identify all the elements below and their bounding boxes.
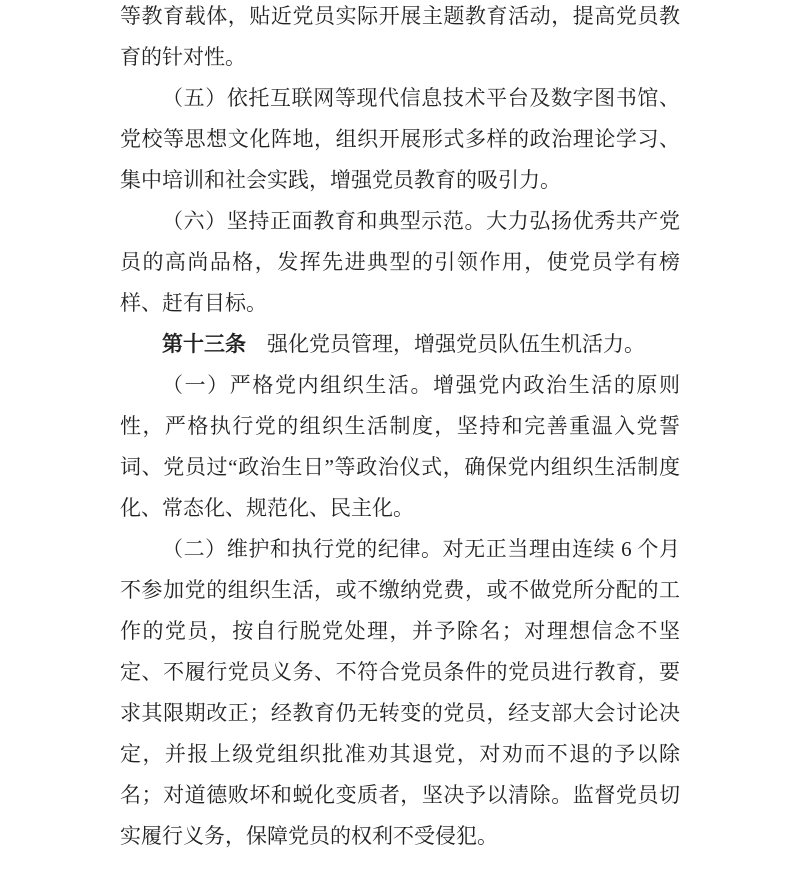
paragraph-article-13	[120, 324, 680, 365]
paragraph-item-6: （六）坚持正面教育和典型示范。大力弘扬优秀共产党员的高尚品格，发挥先进典型的引领作用，使党员学有榜样、赶有目标。	[120, 209, 680, 315]
paragraph-continuation: 等教育载体，贴近党员实际开展主题教育活动，提高党员教育的针对性。	[120, 4, 680, 69]
article-text: 强化党员管理，增强党员队伍生机活力。	[246, 332, 645, 356]
paragraph-item-5: （五）依托互联网等现代信息技术平台及数字图书馆、党校等思想文化阵地，组织开展形式多样的政治理论学习、集中培训和社会实践，增强党员教育的吸引力。	[120, 86, 680, 192]
paragraph-item-2: （二）维护和执行党的纪律。对无正当理由连续 6 个月不参加党的组织生活，或不缴纳党费，或不做党所分配的工作的党员，按自行脱党处理，并予除名；对理想信念不坚定、不履行党员义务、不符合党员条件的党员进行教育，要求其限期改正；经教育仍无转变的党员，经支部大会讨论决定，并报上级党组织批准劝其退党，对劝而不退的予以除名；对道德败坏和蜕化变质者，坚决予以清除。监督党员切实履行义务，保障党员的权利不受侵犯。	[120, 537, 680, 848]
paragraph-item-1: （一）严格党内组织生活。增强党内政治生活的原则性，严格执行党的组织生活制度，坚持和完善重温入党誓词、党员过“政治生日”等政治仪式，确保党内组织生活制度化、常态化、规范化、民主化。	[120, 373, 680, 520]
document-body	[120, 0, 680, 857]
article-number-label: 第十三条	[162, 332, 246, 356]
